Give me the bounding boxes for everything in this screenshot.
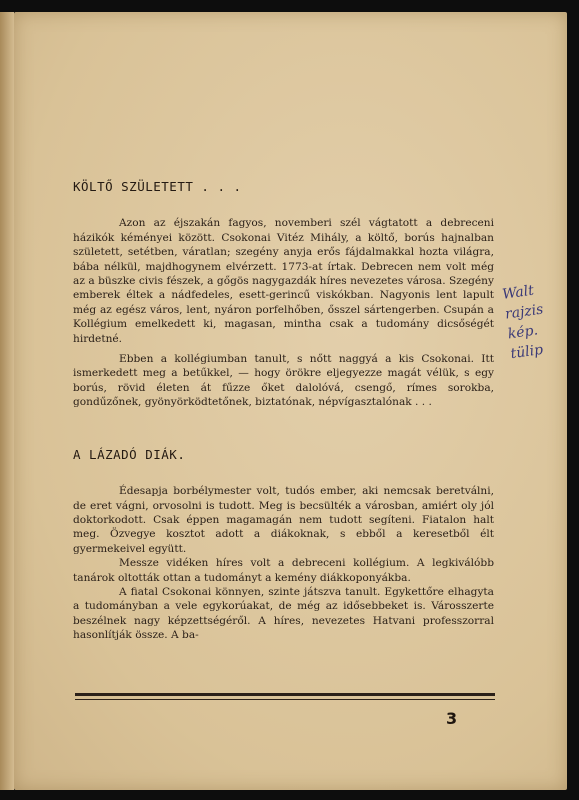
section-heading-rebel-student: A LÁZADÓ DIÁK. (73, 446, 186, 462)
book-spine-edge (0, 12, 14, 790)
paragraph-young-csokonai: A fiatal Csokonai könnyen, szinte játszva tanult. Egykettőre elhagyta a tudományban a vele egykorúakat, de még az idősebbeket is. Városszerte beszélnek nagy képzettségéről. A híres, nevezetes Hatvani professzorral hasonlítják össze. A ba- (73, 585, 494, 642)
paragraph-father: Édesapja borbélymester volt, tudós ember, aki nemcsak beretválni, de eret vágni, orvosolni is tudott. Meg is becsülték a városban, amiért oly jól doktorkodott. Csak éppen magamagán nem tudott segíteni. Fiatalon halt meg. Özvegye kosztot adott a diákoknak, s ebből a keresetből élt gyermekeivel együtt. (73, 485, 494, 555)
handwritten-line: Walt (501, 282, 535, 303)
handwritten-line: rajzis (504, 301, 545, 323)
handwritten-margin-note (501, 276, 574, 364)
paragraph-college: Ebben a kollégiumban tanult, s nőtt naggyá a kis Csokonai. Itt ismerkedett meg a betűkkel, — hogy örökre eljegyezze magát vélük, s egy borús, rövid életen át fűzze őket dalolóvá, csengő, rímes sorokba, gondűzőnek, gyönyörködtetőnek, biztatónak, népvígasztalónak . . . (73, 353, 494, 409)
page-number: 3 (446, 709, 458, 728)
handwritten-line: kép. (506, 322, 539, 343)
paragraph-debrecen-college: Messze vidéken híres volt a debreceni kollégium. A legkiválóbb tanárok oltották ottan a tudományt a kemény diákkoponyákba. (73, 557, 494, 584)
handwritten-line: tülip (509, 341, 545, 363)
paragraph-birth: Azon az éjszakán fagyos, novemberi szél vágtatott a debreceni házikók kéményei között. Csokonai Vitéz Mihály, a költő, borús hajnalban született, setétben, váratlan; szegény anyja erős fájdalmakkal hozta világra, bába nélkül, majdhogynem elvérzett. 1773-at írtak. Debrecen nem volt még az a büszke civis fészek, a gőgös nagygazdák híres nevezetes városa. Szegény emberek éltek a nádfedeles, esett-gerincű viskókban. Nagyonis lent lapult még az egész város, lent, nyáron porfelhőben, ősszel sártengerben. Csupán a Kollégium emelkedett ki, magasan, mintha csak a tudomány dicsőségét hirdetné. (73, 217, 494, 345)
page-body (73, 180, 494, 643)
footer-rule-thin (75, 699, 495, 700)
footer-rule-thick (75, 693, 495, 696)
section-heading-born: KÖLTŐ SZÜLETETT . . . (73, 179, 242, 194)
